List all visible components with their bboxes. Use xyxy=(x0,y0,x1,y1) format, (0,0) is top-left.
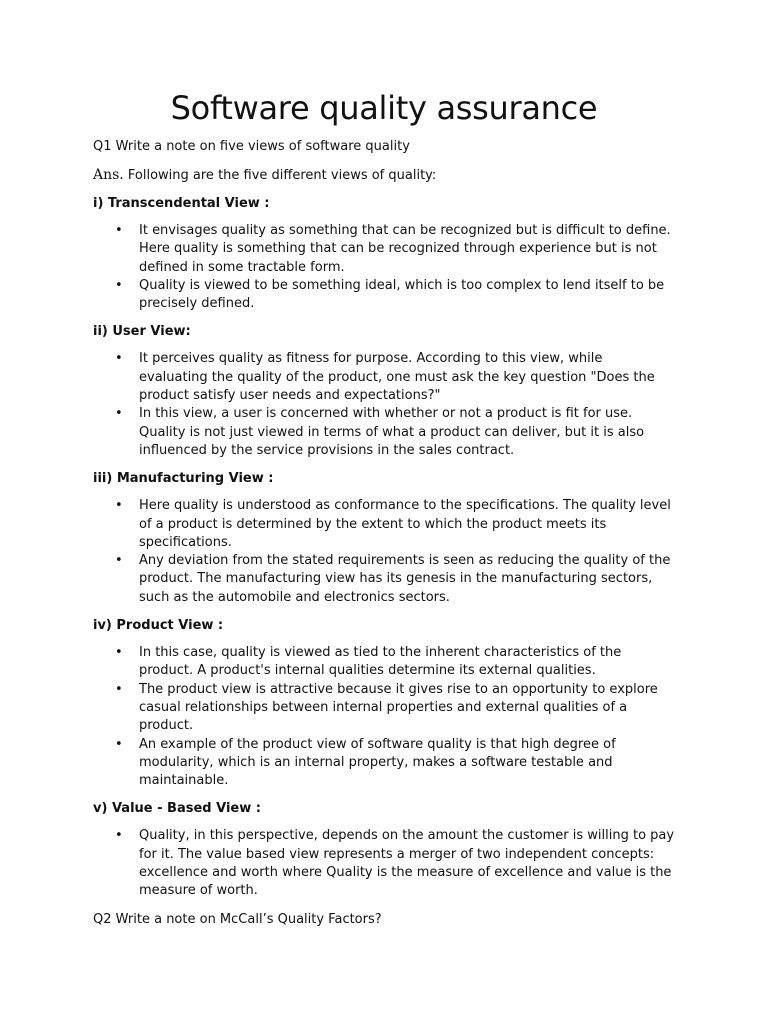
list-item-text: An example of the product view of software quality is that high degree of modularity, which is an internal property, makes a software testable and maintainable. xyxy=(139,736,616,789)
list-item xyxy=(115,350,675,405)
list-item xyxy=(115,552,675,607)
bullet-list xyxy=(93,497,675,607)
list-item-text: Quality is viewed to be something ideal, which is too complex to lend itself to be precisely defined. xyxy=(139,277,665,312)
bullet-icon: • xyxy=(115,277,123,293)
bullet-list xyxy=(93,644,675,790)
bullet-icon: • xyxy=(115,828,123,844)
view-value-based xyxy=(93,800,675,900)
answer-intro xyxy=(93,166,675,185)
list-item xyxy=(115,222,675,277)
question-1: Q1 Write a note on five views of software quality xyxy=(93,139,410,154)
view-transcendental xyxy=(93,195,675,313)
view-product xyxy=(93,617,675,790)
list-item xyxy=(115,827,675,900)
bullet-list xyxy=(93,350,675,460)
view-manufacturing xyxy=(93,470,675,607)
list-item xyxy=(115,497,675,552)
view-heading: iv) Product View : xyxy=(93,618,224,634)
list-item-text: Here quality is understood as conformance to the specifications. The quality level of a product is determined by the extent to which the product meets its specifications. xyxy=(139,498,671,550)
bullet-list xyxy=(93,827,675,900)
list-item-text: Any deviation from the stated requirements is seen as reducing the quality of the product. The manufacturing view has its genesis in the manufacturing sectors, such as the automobile and electronics sectors. xyxy=(139,553,671,605)
list-item xyxy=(115,644,675,681)
view-heading: i) Transcendental View : xyxy=(93,196,270,211)
view-heading: ii) User View: xyxy=(93,324,191,340)
list-item-text: Quality, in this perspective, depends on the amount the customer is willing to pay for it. The value based view represents a merger of two independent concepts: excellence and worth where Quality is the measure of excellence and value is the measure of worth. xyxy=(139,828,675,899)
list-item-text: The product view is attractive because it gives rise to an opportunity to explore casual relationships between internal properties and external qualities of a product. xyxy=(139,681,658,734)
question-2: Q2 Write a note on McCall’s Quality Factors? xyxy=(93,911,382,927)
list-item xyxy=(115,405,675,460)
answer-intro-text: Following are the five different views of quality: xyxy=(123,168,437,183)
answer-label: Ans. xyxy=(93,167,124,183)
bullet-list xyxy=(93,222,675,313)
bullet-icon: • xyxy=(115,351,123,367)
bullet-icon: • xyxy=(115,553,123,569)
bullet-icon: • xyxy=(115,223,123,238)
bullet-icon: • xyxy=(115,406,123,422)
list-item xyxy=(115,736,675,791)
list-item xyxy=(115,277,675,314)
bullet-icon: • xyxy=(115,645,123,661)
view-heading: iii) Manufacturing View : xyxy=(93,471,274,487)
bullet-icon: • xyxy=(115,736,123,752)
list-item xyxy=(115,681,675,736)
document-title: Software quality assurance xyxy=(170,89,598,127)
bullet-icon: • xyxy=(115,681,123,697)
list-item-text: It envisages quality as something that can be recognized but is difficult to define. Here quality is something that can be recognized through experience but is not defined in some tractable form. xyxy=(139,223,671,275)
list-item-text: In this view, a user is concerned with whether or not a product is fit for use. Quality is not just viewed in terms of what a product can deliver, but it is also influenced by the service provisions in the sales contract. xyxy=(139,406,645,458)
view-user xyxy=(93,323,675,460)
bullet-icon: • xyxy=(115,498,123,514)
view-heading: v) Value - Based View : xyxy=(93,801,261,817)
list-item-text: It perceives quality as fitness for purpose. According to this view, while evaluating the quality of the product, one must ask the key question "Does the product satisfy user needs and expectations?" xyxy=(139,351,655,404)
list-item-text: In this case, quality is viewed as tied to the inherent characteristics of the product. A product's internal qualities determine its external qualities. xyxy=(139,645,622,679)
